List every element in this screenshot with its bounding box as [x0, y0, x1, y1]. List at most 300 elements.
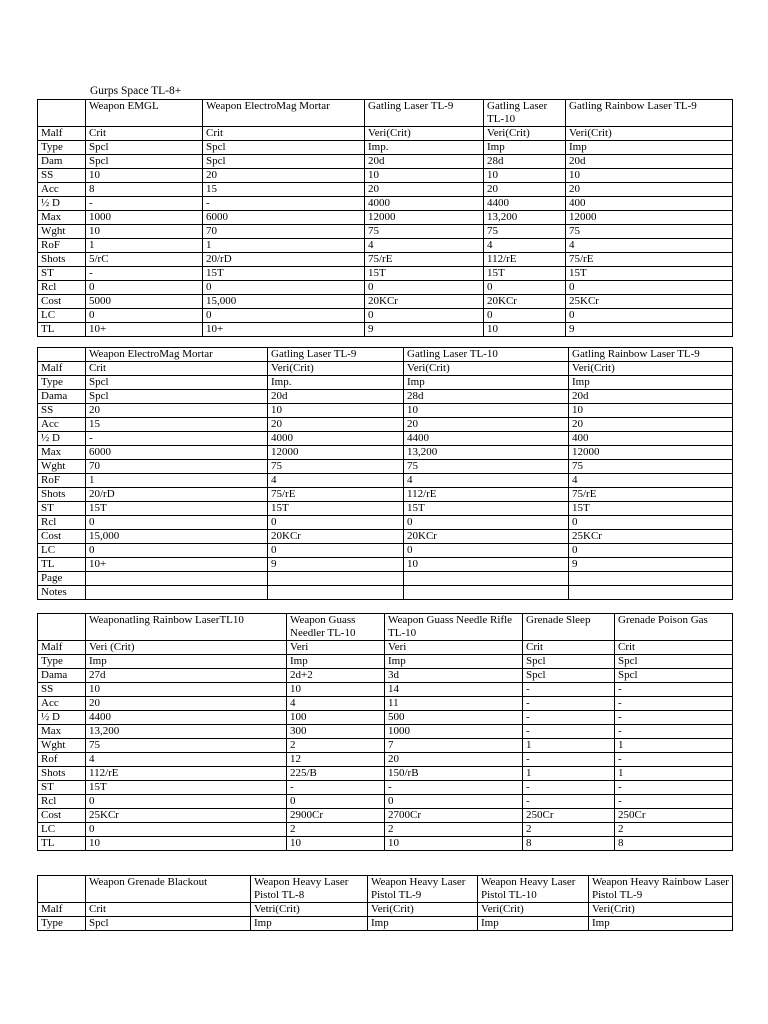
table-cell: 20KCr	[484, 295, 566, 309]
table-cell: 2	[385, 823, 523, 837]
column-header: Weapon ElectroMag Mortar	[86, 348, 268, 362]
table-cell: Imp	[385, 655, 523, 669]
table-cell: Spcl	[86, 376, 268, 390]
row-label-cell: Acc	[38, 697, 86, 711]
table-row	[38, 183, 733, 197]
column-header: Grenade Poison Gas	[615, 614, 733, 641]
table-cell: 0	[86, 281, 203, 295]
row-label-cell: SS	[38, 404, 86, 418]
table-cell: 28d	[484, 155, 566, 169]
table-cell: 15	[86, 418, 268, 432]
row-label-cell: SS	[38, 169, 86, 183]
table-cell: Spcl	[523, 655, 615, 669]
table-cell: -	[385, 781, 523, 795]
table-cell: 10	[385, 837, 523, 851]
table-cell: -	[615, 725, 733, 739]
table-cell: Imp	[251, 917, 368, 931]
table-row	[38, 239, 733, 253]
table-cell: Spcl	[203, 141, 365, 155]
table-cell: 0	[566, 309, 733, 323]
table-cell: 10	[86, 837, 287, 851]
table-cell: Imp	[589, 917, 733, 931]
table-cell: 0	[86, 516, 268, 530]
table-body	[38, 614, 733, 851]
table-cell: 0	[404, 544, 569, 558]
table-cell: 15,000	[203, 295, 365, 309]
table-cell: Imp	[478, 917, 589, 931]
row-label-cell: Type	[38, 655, 86, 669]
table-cell	[404, 586, 569, 600]
table-cell: -	[203, 197, 365, 211]
table-cell: Crit	[615, 641, 733, 655]
header-corner-cell	[38, 876, 86, 903]
table-cell: 28d	[404, 390, 569, 404]
table-cell: 4	[484, 239, 566, 253]
table-cell: 13,200	[484, 211, 566, 225]
table-cell: 0	[287, 795, 385, 809]
table-cell: -	[615, 753, 733, 767]
table-cell: -	[86, 432, 268, 446]
table-cell: 75	[86, 739, 287, 753]
table-cell: Crit	[523, 641, 615, 655]
row-label-cell: RoF	[38, 239, 86, 253]
table-cell: 4000	[268, 432, 404, 446]
table-cell: 0	[569, 516, 733, 530]
table-cell: 20	[484, 183, 566, 197]
table-cell	[569, 586, 733, 600]
row-label-cell: LC	[38, 544, 86, 558]
header-row	[38, 876, 733, 903]
table-cell: -	[523, 697, 615, 711]
table-row	[38, 460, 733, 474]
table-cell: 1	[523, 739, 615, 753]
row-label-cell: Shots	[38, 488, 86, 502]
row-label-cell: Rcl	[38, 795, 86, 809]
table-cell	[404, 572, 569, 586]
column-header: Weapon Heavy Laser Pistol TL-10	[478, 876, 589, 903]
table-cell: -	[523, 711, 615, 725]
table-cell: 4	[86, 753, 287, 767]
table-cell: 20KCr	[365, 295, 484, 309]
table-row	[38, 544, 733, 558]
table-cell: Crit	[86, 903, 251, 917]
table-cell: 12000	[569, 446, 733, 460]
table-body	[38, 348, 733, 600]
table-cell: Imp	[566, 141, 733, 155]
table-row	[38, 488, 733, 502]
header-corner-cell	[38, 348, 86, 362]
table-cell: 70	[203, 225, 365, 239]
table-cell: 20	[86, 404, 268, 418]
table-cell: -	[523, 753, 615, 767]
table-cell: 100	[287, 711, 385, 725]
table-cell: 0	[203, 309, 365, 323]
table-cell: 20	[365, 183, 484, 197]
table-row	[38, 225, 733, 239]
row-label-cell: Rcl	[38, 281, 86, 295]
table-cell: 11	[385, 697, 523, 711]
table-cell: Veri	[385, 641, 523, 655]
header-row	[38, 614, 733, 641]
table-cell: 3d	[385, 669, 523, 683]
table-cell: 20d	[569, 390, 733, 404]
table-cell: Spcl	[86, 917, 251, 931]
table-cell: Veri(Crit)	[268, 362, 404, 376]
table-row	[38, 309, 733, 323]
table-row	[38, 781, 733, 795]
table-cell: Veri(Crit)	[368, 903, 478, 917]
table-cell: 75	[569, 460, 733, 474]
table-cell: Imp.	[268, 376, 404, 390]
row-label-cell: LC	[38, 309, 86, 323]
table-cell: 13,200	[86, 725, 287, 739]
table-row	[38, 795, 733, 809]
table-row	[38, 418, 733, 432]
table-cell: 15T	[484, 267, 566, 281]
table-cell	[268, 586, 404, 600]
table-row	[38, 362, 733, 376]
table-cell: 4	[404, 474, 569, 488]
table-cell: 4400	[484, 197, 566, 211]
table-cell: Crit	[86, 362, 268, 376]
table-cell: 75/rE	[268, 488, 404, 502]
weapon-table-3	[37, 613, 733, 851]
table-cell: 75	[404, 460, 569, 474]
table-cell: 10	[86, 169, 203, 183]
table-cell: 20	[203, 169, 365, 183]
table-cell: 15T	[566, 267, 733, 281]
table-row	[38, 669, 733, 683]
table-cell: 6000	[203, 211, 365, 225]
table-cell: -	[615, 781, 733, 795]
table-cell: 20/rD	[86, 488, 268, 502]
table-cell: 10	[268, 404, 404, 418]
row-label-cell: Type	[38, 917, 86, 931]
row-label-cell: Malf	[38, 127, 86, 141]
table-cell: 75	[566, 225, 733, 239]
table-cell	[569, 572, 733, 586]
table-cell: Veri	[287, 641, 385, 655]
table-cell: 9	[365, 323, 484, 337]
table-cell: 400	[569, 432, 733, 446]
table-body	[38, 876, 733, 931]
table-cell: -	[615, 697, 733, 711]
row-label-cell: ST	[38, 781, 86, 795]
column-header: Gatling Laser TL-10	[404, 348, 569, 362]
table-cell: 1000	[385, 725, 523, 739]
table-cell: 10+	[86, 558, 268, 572]
column-header: Weapon Guass Needler TL-10	[287, 614, 385, 641]
table-cell: 4	[566, 239, 733, 253]
table-cell: 12	[287, 753, 385, 767]
table-cell: 225/B	[287, 767, 385, 781]
row-label-cell: ½ D	[38, 432, 86, 446]
table-cell: 20	[404, 418, 569, 432]
table-row	[38, 432, 733, 446]
table-cell: Veri(Crit)	[478, 903, 589, 917]
table-cell: 75	[268, 460, 404, 474]
table-cell: 112/rE	[484, 253, 566, 267]
table-row	[38, 253, 733, 267]
row-label-cell: Shots	[38, 767, 86, 781]
row-label-cell: TL	[38, 558, 86, 572]
table-cell: 25KCr	[569, 530, 733, 544]
table-row	[38, 558, 733, 572]
row-label-cell: ½ D	[38, 711, 86, 725]
row-label-cell: Page	[38, 572, 86, 586]
table-cell: 0	[569, 544, 733, 558]
table-cell: Spcl	[615, 669, 733, 683]
row-label-cell: Rof	[38, 753, 86, 767]
column-header: Weapon ElectroMag Mortar	[203, 100, 365, 127]
table-cell: -	[615, 795, 733, 809]
table-row	[38, 211, 733, 225]
table-row	[38, 155, 733, 169]
table-cell: 112/rE	[404, 488, 569, 502]
table-cell: Imp	[569, 376, 733, 390]
table-cell	[86, 586, 268, 600]
table-cell: Spcl	[86, 141, 203, 155]
row-label-cell: Max	[38, 725, 86, 739]
table-cell: 15T	[86, 502, 268, 516]
table-cell: -	[523, 795, 615, 809]
table-cell: 0	[484, 281, 566, 295]
table-row	[38, 376, 733, 390]
table-cell: Veri(Crit)	[566, 127, 733, 141]
table-cell: 250Cr	[615, 809, 733, 823]
table-cell: 150/rB	[385, 767, 523, 781]
table-cell: 5000	[86, 295, 203, 309]
table-cell: 27d	[86, 669, 287, 683]
table-cell: 20KCr	[268, 530, 404, 544]
table-cell: 0	[86, 823, 287, 837]
row-label-cell: Type	[38, 376, 86, 390]
table-cell: 0	[365, 309, 484, 323]
column-header: Weapon Guass Needle Rifle TL-10	[385, 614, 523, 641]
header-corner-cell	[38, 100, 86, 127]
table-cell: -	[523, 725, 615, 739]
table-cell: -	[523, 683, 615, 697]
row-label-cell: Dama	[38, 669, 86, 683]
column-header: Gatling Laser TL-9	[365, 100, 484, 127]
row-label-cell: Max	[38, 211, 86, 225]
column-header: Weaponatling Rainbow LaserTL10	[86, 614, 287, 641]
weapon-table-1	[37, 99, 733, 337]
table-row	[38, 711, 733, 725]
table-cell: Spcl	[86, 390, 268, 404]
table-cell: 0	[86, 544, 268, 558]
table-cell: 1000	[86, 211, 203, 225]
table-cell: 2	[287, 823, 385, 837]
table-cell: 15T	[404, 502, 569, 516]
row-label-cell: ½ D	[38, 197, 86, 211]
row-label-cell: ST	[38, 502, 86, 516]
row-label-cell: Malf	[38, 903, 86, 917]
table-cell	[268, 572, 404, 586]
table-cell: 0	[484, 309, 566, 323]
table-row	[38, 474, 733, 488]
row-label-cell: Wght	[38, 460, 86, 474]
table-cell: 75/rE	[365, 253, 484, 267]
table-cell: 10	[484, 323, 566, 337]
row-label-cell: Notes	[38, 586, 86, 600]
table-cell: 10	[287, 837, 385, 851]
table-cell: Imp	[484, 141, 566, 155]
table-row	[38, 725, 733, 739]
table-cell: 10	[365, 169, 484, 183]
row-label-cell: Acc	[38, 418, 86, 432]
table-cell: 70	[86, 460, 268, 474]
row-label-cell: Cost	[38, 530, 86, 544]
table-cell: 4400	[86, 711, 287, 725]
table-cell: -	[523, 781, 615, 795]
table-cell: 75	[484, 225, 566, 239]
row-label-cell: Cost	[38, 295, 86, 309]
table-cell: Veri(Crit)	[365, 127, 484, 141]
table-row	[38, 281, 733, 295]
table-cell: 1	[615, 767, 733, 781]
table-row	[38, 197, 733, 211]
weapon-table-2	[37, 347, 733, 600]
row-label-cell: TL	[38, 837, 86, 851]
table-cell: 8	[523, 837, 615, 851]
table-cell: -	[615, 711, 733, 725]
table-row	[38, 446, 733, 460]
table-cell: 1	[523, 767, 615, 781]
row-label-cell: Cost	[38, 809, 86, 823]
row-label-cell: Shots	[38, 253, 86, 267]
table-cell: 20	[385, 753, 523, 767]
column-header: Weapon EMGL	[86, 100, 203, 127]
table-row	[38, 516, 733, 530]
table-cell: 20/rD	[203, 253, 365, 267]
table-row	[38, 903, 733, 917]
table-cell: 20	[566, 183, 733, 197]
table-cell: 112/rE	[86, 767, 287, 781]
table-cell: Vetri(Crit)	[251, 903, 368, 917]
table-cell: Imp	[287, 655, 385, 669]
table-row	[38, 404, 733, 418]
row-label-cell: Dama	[38, 390, 86, 404]
table-cell: 10	[404, 558, 569, 572]
table-row	[38, 390, 733, 404]
row-label-cell: LC	[38, 823, 86, 837]
table-cell: 0	[365, 281, 484, 295]
column-header: Grenade Sleep	[523, 614, 615, 641]
table-row	[38, 697, 733, 711]
table-cell: 8	[86, 183, 203, 197]
table-row	[38, 295, 733, 309]
table-cell: 0	[86, 795, 287, 809]
table-cell: 2	[615, 823, 733, 837]
table-cell: Veri (Crit)	[86, 641, 287, 655]
table-cell: 10+	[86, 323, 203, 337]
table-cell: 13,200	[404, 446, 569, 460]
table-cell: 12000	[268, 446, 404, 460]
table-cell: Spcl	[523, 669, 615, 683]
table-cell: 9	[569, 558, 733, 572]
table-cell: 25KCr	[566, 295, 733, 309]
table-row	[38, 502, 733, 516]
table-cell: 0	[566, 281, 733, 295]
table-row	[38, 655, 733, 669]
table-cell: 250Cr	[523, 809, 615, 823]
row-label-cell: Wght	[38, 739, 86, 753]
table-cell: 20	[268, 418, 404, 432]
column-header: Gatling Rainbow Laser TL-9	[566, 100, 733, 127]
table-cell	[86, 572, 268, 586]
table-cell: 75	[365, 225, 484, 239]
table-cell: 6000	[86, 446, 268, 460]
column-header: Weapon Grenade Blackout	[86, 876, 251, 903]
table-cell: 14	[385, 683, 523, 697]
row-label-cell: Max	[38, 446, 86, 460]
table-cell: Veri(Crit)	[404, 362, 569, 376]
table-cell: -	[86, 197, 203, 211]
table-cell: 20d	[365, 155, 484, 169]
table-cell: 1	[203, 239, 365, 253]
table-cell: 20KCr	[404, 530, 569, 544]
table-row	[38, 823, 733, 837]
page-title: Gurps Space TL-8+	[90, 85, 182, 97]
table-cell: Imp	[404, 376, 569, 390]
table-cell: 4	[287, 697, 385, 711]
table-cell: 400	[566, 197, 733, 211]
table-cell: 15T	[86, 781, 287, 795]
row-label-cell: Malf	[38, 641, 86, 655]
table-cell: Spcl	[203, 155, 365, 169]
table-cell: -	[287, 781, 385, 795]
table-row	[38, 739, 733, 753]
table-cell: 15T	[268, 502, 404, 516]
table-cell: 4000	[365, 197, 484, 211]
header-row	[38, 100, 733, 127]
table-cell: 9	[566, 323, 733, 337]
table-cell: 10	[86, 225, 203, 239]
table-cell: -	[615, 683, 733, 697]
table-row	[38, 641, 733, 655]
table-cell: 4	[268, 474, 404, 488]
table-cell: 15,000	[86, 530, 268, 544]
table-cell: 0	[385, 795, 523, 809]
row-label-cell: Wght	[38, 225, 86, 239]
table-cell: 25KCr	[86, 809, 287, 823]
table-cell: 2700Cr	[385, 809, 523, 823]
table-cell: 4	[569, 474, 733, 488]
table-cell: 4400	[404, 432, 569, 446]
table-cell: 10	[484, 169, 566, 183]
table-cell: Veri(Crit)	[589, 903, 733, 917]
header-row	[38, 348, 733, 362]
table-row	[38, 586, 733, 600]
table-cell: 20d	[566, 155, 733, 169]
table-cell: Veri(Crit)	[484, 127, 566, 141]
table-row	[38, 683, 733, 697]
table-cell: 2d+2	[287, 669, 385, 683]
table-cell: 10+	[203, 323, 365, 337]
table-cell: 15T	[365, 267, 484, 281]
table-cell: 0	[203, 281, 365, 295]
row-label-cell: Rcl	[38, 516, 86, 530]
table-cell: 15T	[569, 502, 733, 516]
table-cell: 12000	[566, 211, 733, 225]
row-label-cell: SS	[38, 683, 86, 697]
table-row	[38, 572, 733, 586]
table-cell: 20	[569, 418, 733, 432]
table-cell: 1	[615, 739, 733, 753]
table-cell: Veri(Crit)	[569, 362, 733, 376]
table-cell: 9	[268, 558, 404, 572]
